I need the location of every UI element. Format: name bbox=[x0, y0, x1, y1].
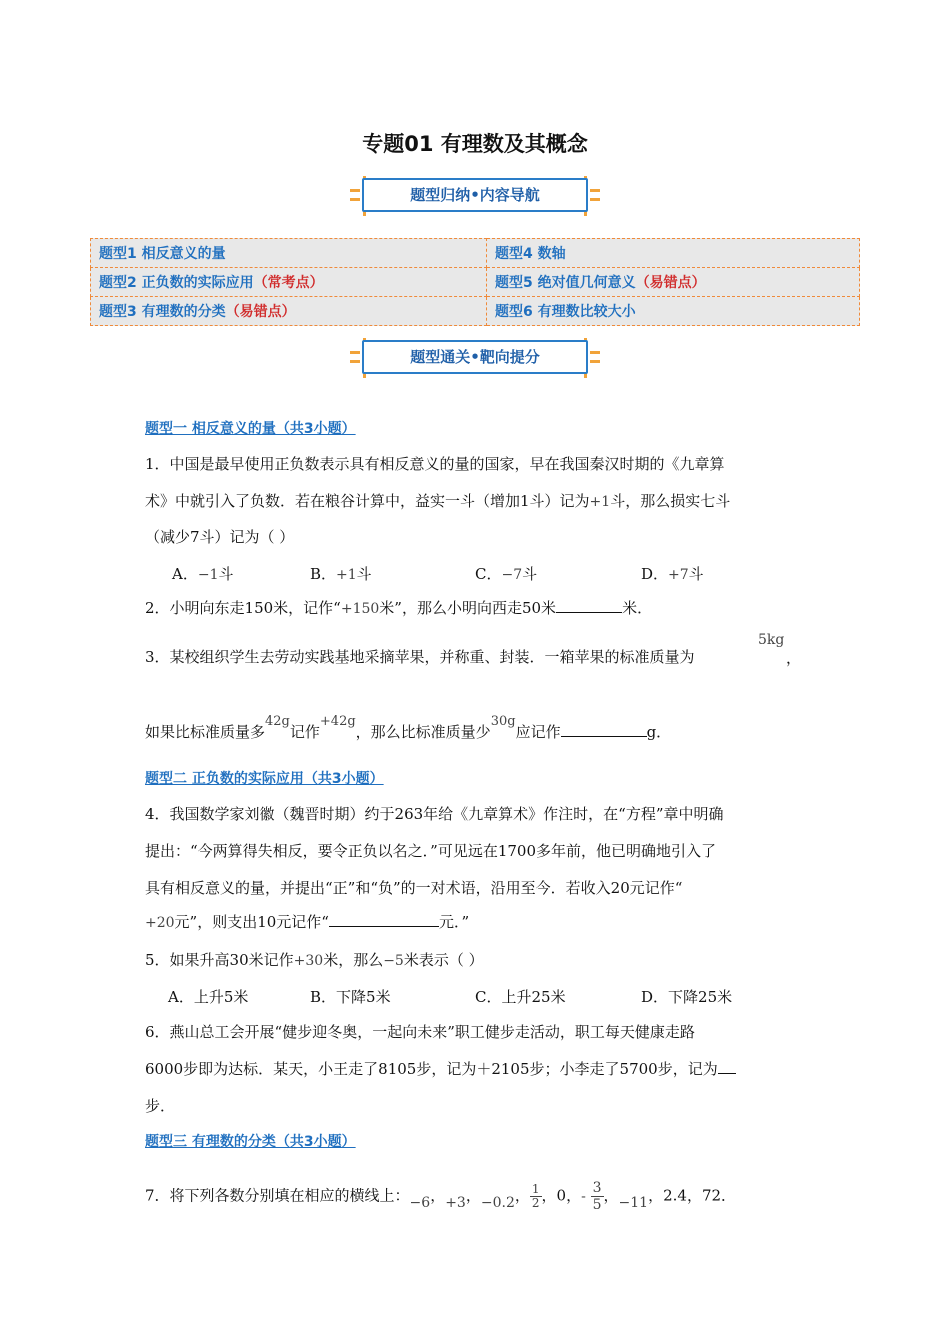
q1-line1: 1．中国是最早使用正负数表示具有相反意义的量的国家，早在我国秦汉时期的《九章算 bbox=[145, 455, 725, 473]
answer-blank[interactable] bbox=[561, 722, 647, 737]
toc-item-1[interactable]: 题型1 相反意义的量 bbox=[91, 239, 487, 268]
toc-tag: （易错点） bbox=[225, 304, 296, 320]
q1-option-d[interactable]: D．+7斗 bbox=[641, 565, 704, 583]
banner-text: 题型通关•靶向提分 bbox=[362, 340, 588, 374]
q1-option-b[interactable]: B．+1斗 bbox=[310, 565, 372, 583]
banner-content-navigation bbox=[350, 176, 600, 216]
q2-line: 2．小明向东走150米，记作“+150米”，那么小明向西走50米 米． bbox=[145, 599, 653, 617]
q1-option-c[interactable]: C．−7斗 bbox=[475, 565, 538, 583]
q7-line: 7．将下列各数分别填在相应的横线上：−6，+3，−0.2， $\frac{1}{2}$ ，0，- $\frac{3}{5}$ ，−11，2.4，72． bbox=[145, 1180, 737, 1213]
q5-option-a[interactable]: A．上升5米 bbox=[168, 988, 249, 1006]
q4-line3: 具有相反意义的量，并提出“正”和“负”的一对术语，沿用至今．若收入20元记作“ bbox=[145, 879, 683, 897]
q1-line3: （减少7斗）记为（ ） bbox=[145, 528, 295, 546]
toc-tag: （常考点） bbox=[253, 275, 324, 291]
answer-blank[interactable] bbox=[718, 1059, 736, 1074]
page-title: 专题01 有理数及其概念 bbox=[362, 132, 588, 156]
q5-line: 5．如果升高30米记作+30米，那么−5米表示（ ） bbox=[145, 951, 484, 969]
q1-line2: 术》中就引入了负数．若在粮谷计算中，益实一斗（增加1斗）记为+1斗，那么损实七斗 bbox=[145, 492, 731, 510]
q1-option-a[interactable]: A．−1斗 bbox=[172, 565, 234, 583]
q3-comma: ， bbox=[786, 649, 802, 667]
answer-blank[interactable] bbox=[329, 912, 439, 927]
section-heading-1: 题型一 相反意义的量（共3小题） bbox=[145, 421, 356, 437]
toc-item-6[interactable]: 题型6 有理数比较大小 bbox=[486, 297, 859, 326]
q3-line1: 3．某校组织学生去劳动实践基地采摘苹果，并称重、封装．一箱苹果的标准质量为 bbox=[145, 648, 695, 666]
section-heading-2: 题型二 正负数的实际应用（共3小题） bbox=[145, 771, 384, 787]
q5-option-b[interactable]: B．下降5米 bbox=[310, 988, 391, 1006]
banner-text: 题型归纳•内容导航 bbox=[362, 178, 588, 212]
q3-standard-mass: 5kg bbox=[758, 632, 785, 648]
answer-blank[interactable] bbox=[556, 598, 622, 613]
banner-practice bbox=[350, 338, 600, 378]
q4-line2: 提出：“今两算得失相反，要令正负以名之．”可见远在1700多年前，他已明确地引入了 bbox=[145, 842, 717, 860]
toc-item-5[interactable]: 题型5 绝对值几何意义（易错点） bbox=[486, 268, 859, 297]
q3-line2: 如果比标准质量多42g记作+42g，那么比标准质量少30g应记作 g． bbox=[145, 714, 672, 741]
toc-item-3[interactable]: 题型3 有理数的分类（易错点） bbox=[91, 297, 487, 326]
q6-line3: 步． bbox=[145, 1097, 176, 1115]
q4-line1: 4．我国数学家刘徽（魏晋时期）约于263年给《九章算术》作注时，在“方程”章中明确 bbox=[145, 805, 724, 823]
toc-item-4[interactable]: 题型4 数轴 bbox=[486, 239, 859, 268]
section-heading-3: 题型三 有理数的分类（共3小题） bbox=[145, 1134, 356, 1150]
fraction-three-fifths: $\frac{3}{5}$ bbox=[592, 1180, 602, 1213]
toc-item-2[interactable]: 题型2 正负数的实际应用（常考点） bbox=[91, 268, 487, 297]
q5-option-d[interactable]: D．下降25米 bbox=[641, 988, 733, 1006]
q5-option-c[interactable]: C．上升25米 bbox=[475, 988, 566, 1006]
toc-tag: （易错点） bbox=[635, 275, 706, 291]
q4-line4: +20元”，则支出10元记作“ 元．” bbox=[145, 913, 470, 931]
fraction-one-half: $\frac{1}{2}$ bbox=[531, 1182, 540, 1210]
q6-line2: 6000步即为达标．某天，小王走了8105步，记为＋2105步；小李走了5700步，记为 bbox=[145, 1059, 736, 1079]
q6-line1: 6．燕山总工会开展“健步迎冬奥，一起向未来”职工健步走活动，职工每天健康走路 bbox=[145, 1023, 695, 1041]
topic-index-table bbox=[90, 238, 860, 326]
